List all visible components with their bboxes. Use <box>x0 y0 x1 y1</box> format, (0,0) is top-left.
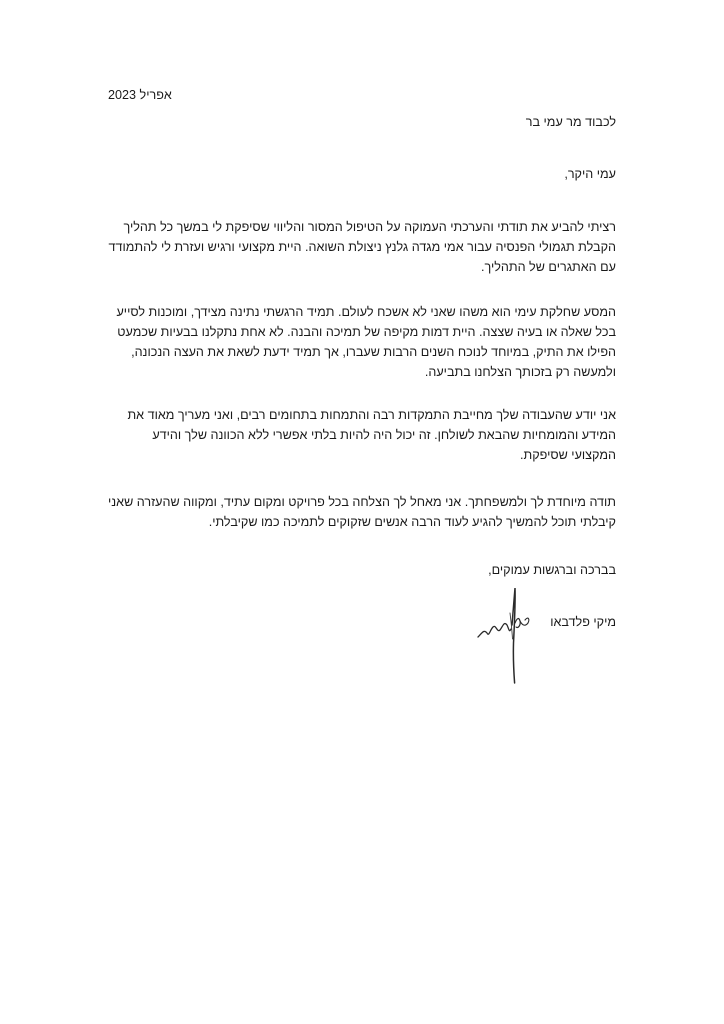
recipient-line: לכבוד מר עמי בר <box>525 115 616 129</box>
closing-line: בברכה וברגשות עמוקים, <box>488 563 616 577</box>
body-paragraph-1: רציתי להביע את תודתי והערכתי העמוקה על הטיפול המסור והליווי שסיפקת לי במשך כל תהליך הקבלת תגמולי הפנסיה עבור אמי מגדה גלנץ ניצולת השואה. היית מקצועי ורגיש ועזרת לי להתמודד עם האתגרים של התהליך. <box>108 220 616 274</box>
handwritten-signature <box>476 583 532 685</box>
signer-name: מיקי פלדבאו <box>550 615 616 629</box>
salutation: עמי היקר, <box>564 167 616 181</box>
body-paragraph-2: המסע שחלקת עימי הוא משהו שאני לא אשכח לעולם. תמיד הרגשתי נתינה מצידך, ומוכנות לסייע בכל שאלה או בעיה שצצה. היית דמות מקיפה של תמיכה והבנה. לא אחת נתקלנו בבעיות שכמעט הפילו את התיק, במיוחד לנוכח השנים הרבות שעברו, אך תמיד ידעת לשאת את העצה הנכונה, ולמעשה רק בזכותך הצלחנו בתביעה. <box>116 305 616 379</box>
body-paragraph-4: תודה מיוחדת לך ולמשפחתך. אני מאחל לך הצלחה בכל פרויקט ומקום עתיד, ומקווה שהעזרה שאני קיבלתי תוכל להמשיך להגיע לעוד הרבה אנשים שזקוקים לתמיכה כמו שקיבלתי. <box>108 495 616 529</box>
body-paragraph-3: אני יודע שהעבודה שלך מחייבת התמקדות רבה והתמחות בתחומים רבים, ואני מעריך מאוד את המידע והמומחיות שהבאת לשולחן. זה יכול היה להיות בלתי אפשרי ללא הכוונה שלך והידע המקצועי שסיפקת. <box>127 408 616 462</box>
letter-date: אפריל 2023 <box>108 88 172 102</box>
